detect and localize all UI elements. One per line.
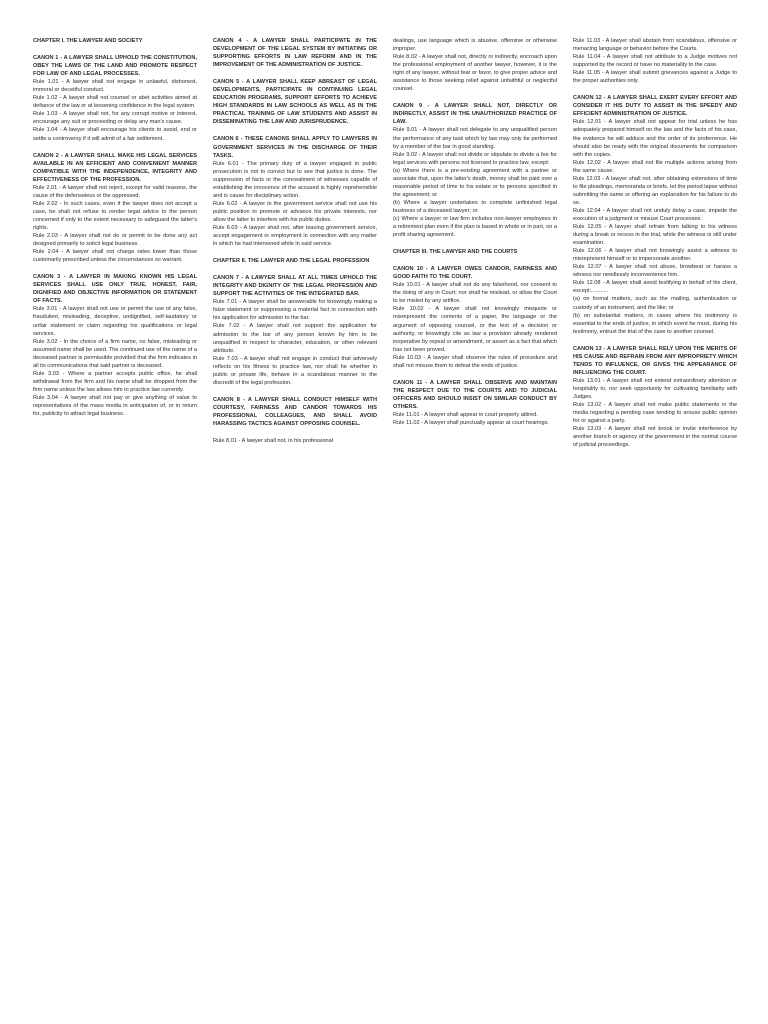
rule-text: Rule 1.03 - A lawyer shall not, for any corrupt motive or interest, encourage any suit or proceeding or delay any man's cause. — [33, 111, 197, 126]
canon-block — [393, 265, 557, 370]
rule-text: (b) Where a lawyer undertakes to complete unfinished legal business of a deceased lawyer; or — [393, 199, 557, 214]
canon-block — [213, 78, 377, 126]
canon-block — [213, 437, 377, 445]
rule-text: Rule 6.02 - A lawyer in the government service shall not use his public position to promote or advance his private interests, nor allow the latter to interfere with his public duties. — [213, 200, 377, 223]
rule-text: Rule 1.02 - A lawyer shall not counsel or abet activities aimed at defiance of the law or at lessening confidence in the legal system. — [33, 95, 197, 110]
rule-text: Rule 7.01 - A lawyer shall be answerable for knowingly making a false statement or suppressing a material fact in connection with his application for admission to the bar. — [213, 299, 377, 322]
rule-text: Rule 2.01 - A lawyer shall not reject, except for valid reasons, the cause of the defenseless or the oppressed. — [33, 184, 197, 199]
rule-text: Rule 6.03 - A lawyer shall not, after leaving government service, accept engagement or employment in connection with any matter in which he had intervened while in said service. — [213, 224, 377, 248]
section-heading: CHAPTER II. THE LAWYER AND THE LEGAL PROFESSION — [213, 258, 370, 265]
section-heading: CANON 2 - A LAWYER SHALL MAKE HIS LEGAL SERVICES AVAILABLE IN AN EFFICIENT AND CONVENIENT MANNER COMPATIBLE WITH THE INDEPENDENCE, INTEGRITY AND EFFECTIVENESS OF THE PROFESSION. — [33, 152, 197, 183]
section-heading: CANON 6 - THESE CANONS SHALL APPLY TO LAWYERS IN GOVERNMENT SERVICES IN THE DISCHARGE OF THEIR TASKS. — [213, 136, 377, 159]
canon-block — [573, 345, 737, 450]
section-heading: CHAPTER I. THE LAWYER AND SOCIETY — [33, 38, 143, 44]
rule-text: Rule 2.02 - In such cases, even if the lawyer does not accept a case, he shall not refuse to render legal advice to the person concerned if only to the extent necessary to safeguard the latter's rights. — [33, 200, 197, 231]
section-heading: CANON 5 - A LAWYER SHALL KEEP ABREAST OF LEGAL DEVELOPMENTS, PARTICIPATE IN CONTINUING LEGAL EDUCATION PROGRAMS, SUPPORT EFFORTS TO ACHIEVE HIGH STANDARDS IN LAW SCHOOLS AS WELL AS IN THE PRACTICAL TRAINING OF LAW STUDENTS AND ASSIST IN DISSEMINATING THE LAW AND JURISPRUDENCE. — [213, 79, 377, 126]
rule-text: Rule 12.01 - A lawyer shall not appear for trial unless he has adequately prepared himself on the law and the facts of his case, the evidence he will adduce and the order of its proferrence. He should also be ready with the original documents for comparison with the copies. — [573, 119, 737, 158]
canon-block — [33, 152, 197, 265]
canon-block — [393, 248, 557, 256]
canon-block — [573, 37, 737, 85]
rule-text: Rule 12.07 - A lawyer shall not abuse, browbeat or harass a witness nor needlessly inconvenience him. — [573, 264, 737, 279]
section-heading: CANON 4 - A LAWYER SHALL PARTICIPATE IN THE DEVELOPMENT OF THE LEGAL SYSTEM BY INITIATING OR SUPPORTING EFFORTS IN LAW REFORM AND IN THE IMPROVEMENT OF THE ADMINISTRATION OF JUSTICE. — [213, 38, 377, 69]
canon-block — [33, 54, 197, 143]
rule-text: dealings, use language which is abusive, offensive or otherwise improper. — [393, 38, 557, 53]
rule-text: Rule 11.02 - A lawyer shall punctually appear at court hearings. — [393, 420, 549, 427]
rule-text: Rule 1.01 - A lawyer shall not engage in unlawful, dishonest, immoral or deceitful conduct. — [33, 79, 197, 94]
rule-text: Rule 11.04 - A lawyer shall not attribute to a Judge motives not supported by the record or have no materiality to the case. — [573, 54, 737, 69]
rule-text: Rule 10.01 - A lawyer shall not do any falsehood, nor consent to the doing of any in Court; nor shall he mislead, or allow the Court to be misled by any artifice. — [393, 282, 557, 305]
rule-text: Rule 12.02 - A lawyer shall not file multiple actions arising from the same cause. — [573, 159, 737, 174]
section-heading: CANON 12 - A LAWYER SHALL EXERT EVERY EFFORT AND CONSIDER IT HIS DUTY TO ASSIST IN THE SPEEDY AND EFFICIENT ADMINISTRATION OF JUSTICE. — [573, 95, 737, 118]
canon-block — [213, 257, 377, 265]
column-1 — [33, 37, 197, 458]
section-heading: CANON 3 - A LAWYER IN MAKING KNOWN HIS LEGAL SERVICES SHALL USE ONLY TRUE, HONEST, FAIR, DIGNIFIED AND OBJECTIVE INFORMATION OR STATEMENT OF FACTS. — [33, 274, 197, 305]
section-heading: CHAPTER III. THE LAWYER AND THE COURTS — [393, 249, 518, 256]
text-columns — [33, 37, 742, 458]
rule-text: Rule 6.01 - The primary duty of a lawyer engaged in public prosecution is not to convict but to see that justice is done. The suppression of facts or the concealment of witnesses capable of establishing the innocence of the accused is highly reprehensible and is cause for disciplinary action. — [213, 160, 377, 199]
section-heading: CANON 10 - A LAWYER OWES CANDOR, FAIRNESS AND GOOD FAITH TO THE COURT. — [393, 266, 557, 281]
canon-block — [213, 135, 377, 248]
rule-text: Rule 8.02 - A lawyer shall not, directly or indirectly, encroach upon the professional employment of another lawyer, however, it is the right of any lawyer, without fear or favor, to give proper advice and assistance to those seeking relief against unfaithful or neglectful counsel. — [393, 54, 557, 93]
rule-text: Rule 3.04 - A lawyer shall not pay or give anything of value to representatives of the mass media in anticipation of, or in return for, publicity to attract legal business. — [33, 394, 197, 418]
column-4 — [573, 37, 737, 458]
rule-text: Rule 9.01 - A lawyer shall not delegate to any unqualified person the performance of any task which by law may only be performed by a member of the bar in good standing. — [393, 127, 557, 150]
canon-block — [33, 273, 197, 418]
canon-block — [393, 102, 557, 239]
rule-text: Rule 13.01 - A lawyer shall not extend extraordinary attention or hospitality to, nor seek opportunity for cultivating familiarity with Judges. — [573, 377, 737, 400]
canon-block — [213, 396, 377, 428]
section-heading: CANON 1 - A LAWYER SHALL UPHOLD THE CONSTITUTION, OBEY THE LAWS OF THE LAND AND PROMOTE RESPECT FOR LAW OF AND LEGAL PROCESSES. — [33, 55, 197, 78]
section-heading: CANON 8 - A LAWYER SHALL CONDUCT HIMSELF WITH COURTESY, FAIRNESS AND CANDOR TOWARDS HIS PROFESSIONAL COLLEAGUES, AND SHALL AVOID HARASSING TACTICS AGAINST OPPOSING COUNSEL. — [213, 396, 377, 427]
section-heading: CANON 7 - A LAWYER SHALL AT ALL TIMES UPHOLD THE INTEGRITY AND DIGNITY OF THE LEGAL PROFESSION AND SUPPORT THE ACTIVITIES OF THE INTEGRATED BAR. — [213, 275, 377, 298]
canon-block — [393, 37, 557, 93]
rule-text: Rule 13.03 - A lawyer shall not brook or invite interference by another branch or agency of the government in the normal course of judicial proceedings. — [573, 426, 737, 449]
rule-text: (a) on formal matters, such as the mailing, authentication or custody of an instrument, and the like; or — [573, 296, 737, 311]
rule-text: Rule 12.05 - A lawyer shall refrain from talking to his witness during a break or recess in the trial, while the witness is still under examination. — [573, 224, 737, 247]
column-2 — [213, 37, 377, 458]
section-heading: CANON 13 - A LAWYER SHALL RELY UPON THE MERITS OF HIS CAUSE AND REFRAIN FROM ANY IMPROPRIETY WHICH TENDS TO INFLUENCE, OR GIVES THE APPEARANCE OF INFLUENCING THE COURT. — [573, 345, 737, 376]
rule-text: Rule 3.03 - Where a partner accepts public office, he shall withdrawal from the firm and his name shall be dropped from the firm name unless the law allows him to practice law currently. — [33, 370, 197, 393]
rule-text: Rule 3.01 - A lawyer shall not use or permit the use of any false, fraudulent, misleading, deceptive, undignified, self-laudatory or unfair statement or claim regarding his qualifications or legal services. — [33, 306, 197, 337]
column-3 — [393, 37, 557, 458]
rule-text: Rule 7.03 - A lawyer shall not engage in conduct that adversely reflects on his fitness to practice law, nor shall he whether in public or private life, behave in a scandalous manner to the discredit of the legal profession. — [213, 355, 377, 386]
rule-text: Rule 10.02 - A lawyer shall not knowingly misquote or misrepresent the contents of a paper, the language or the argument of opposing counsel, or the text of a decision or authority, or knowingly cite as law a provision already rendered inoperative by repeal or amendment, or assert as a fact that which has not been proved. — [393, 306, 557, 353]
section-heading: CANON 9 - A LAWYER SHALL NOT, DIRECTLY OR INDIRECTLY, ASSIST IN THE UNAUTHORIZED PRACTICE OF LAW. — [393, 103, 557, 126]
rule-text: Rule 12.04 - A lawyer shall not unduly delay a case, impede the execution of a judgment or misuse Court processes. — [573, 207, 737, 222]
rule-text: Rule 11.01 - A lawyer shall appear in court properly attired. — [393, 411, 538, 418]
rule-text: Rule 12.06 - A lawyer shall not knowingly assist a witness to misrepresent himself or to impersonate another. — [573, 248, 737, 263]
rule-text: Rule 2.04 - A lawyer shall not charge rates lower than those customarily prescribed unless the circumstances so warrant. — [33, 249, 197, 264]
rule-text: Rule 10.03 - A lawyer shall observe the rules of procedure and shall not misuse them to defeat the ends of justice. — [393, 354, 557, 369]
rule-text: Rule 8.01 - A lawyer shall not, in his professional — [213, 438, 334, 445]
canon-block — [393, 379, 557, 427]
canon-block — [213, 274, 377, 387]
canon-block — [213, 37, 377, 69]
section-heading: CANON 11 - A LAWYER SHALL OBSERVE AND MAINTAIN THE RESPECT DUE TO THE COURTS AND TO JUDICIAL OFFICERS AND SHOULD INSIST ON SIMILAR CONDUCT BY OTHERS. — [393, 379, 557, 410]
rule-text: Rule 13.02 - A lawyer shall not make public statements in the media regarding a pending case tending to arouse public opinion for or against a party. — [573, 402, 737, 425]
rule-text: Rule 12.03 - A lawyer shall not, after obtaining extensions of time to file pleadings, memoranda or briefs, let the period lapse without submitting the same or offering an explanation for his failure to do so. — [573, 175, 737, 206]
rule-text: (a) Where there is a pre-existing agreement with a partner or associate that, upon the latter's death, money shall be paid over a reasonable period of time to his estate or to persons specified in the agreement; or — [393, 167, 557, 198]
rule-text: Rule 7.02 - A lawyer shall not support the application for admission to the bar of any person known by him to be unqualified in respect to character, education, or other relevant attribute. — [213, 323, 377, 354]
rule-text: Rule 1.04 - A lawyer shall encourage his clients to avoid, end or settle a controversy if it will admit of a fair settlement. — [33, 127, 197, 142]
rule-text: Rule 11.03 - A lawyer shall abstain from scandalous, offensive or menacing language or behavior before the Courts. — [573, 38, 737, 53]
rule-text: Rule 2.03 - A lawyer shall not do or permit to be done any act designed primarily to solicit legal business. — [33, 233, 197, 248]
canon-block — [33, 37, 197, 45]
rule-text: (c) Where a lawyer or law firm includes non-lawyer employees in a retirement plan even if the plan is based in whole or in part, on a profit sharing agreement. — [393, 215, 557, 239]
rule-text: Rule 11.05 - A lawyer shall submit grievances against a Judge to the proper authorities only. — [573, 70, 737, 85]
canon-block — [573, 94, 737, 335]
rule-text: Rule 3.02 - In the choice of a firm name, no false, misleading or assumed name shall be used. The continued use of the name of a deceased partner is permissible provided that the firm indicates in all its communications that said partner is deceased. — [33, 338, 197, 369]
rule-text: (b) on substantial matters, in cases where his testimony is essential to the ends of justice, in which event he must, during his testimony, entrust the trial of the case to another counsel. — [573, 312, 737, 335]
rule-text: Rule 9.02 - A lawyer shall not divide or stipulate to divide a fee for legal services with persons not licensed to practice law, except: — [393, 151, 557, 166]
rule-text: Rule 12.08 - A lawyer shall avoid testifying in behalf of his client, except:........... — [573, 280, 737, 295]
